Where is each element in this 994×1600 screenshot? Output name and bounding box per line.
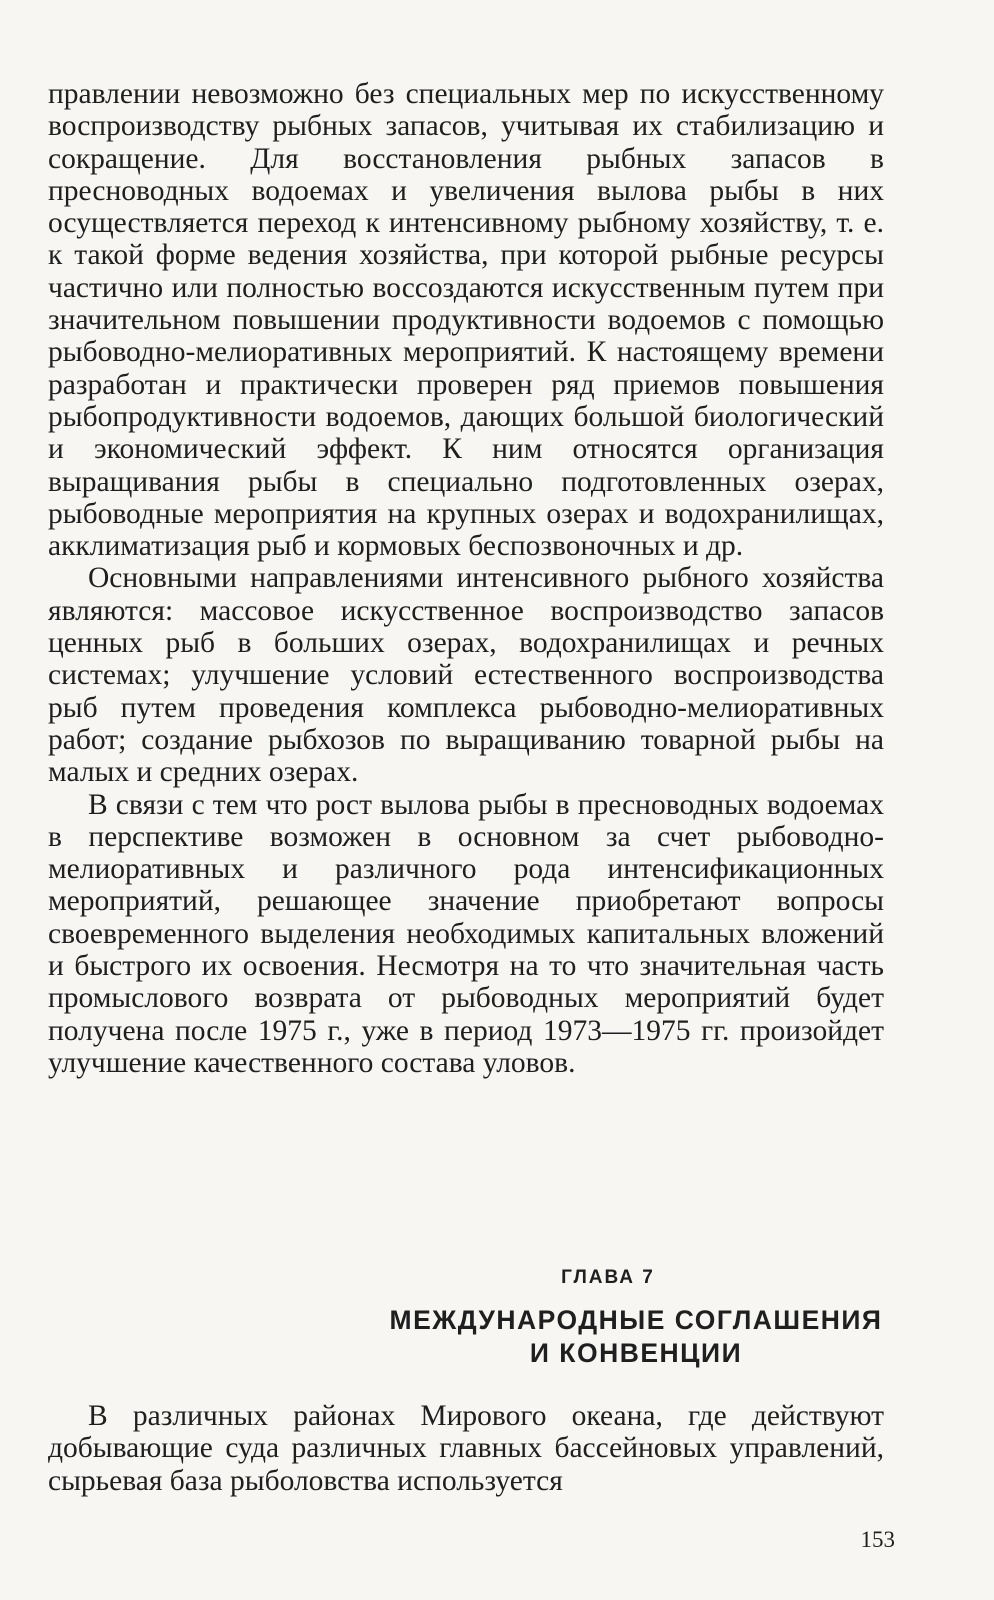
- chapter-body: [48, 1400, 884, 1497]
- chapter-title-line-2: И КОНВЕНЦИИ: [529, 1338, 743, 1368]
- chapter-title-line-1: МЕЖДУНАРОДНЫЕ СОГЛАШЕНИЯ: [389, 1305, 883, 1335]
- paragraph-1: правлении невозможно без специальных мер по искусственному воспроизводству рыбных запасов, учитывая их стабилизацию и сокращение. Для восстановления рыбных запасов в пресноводных водоемах и увеличения вылова рыбы в них осуществляется переход к интенсивному рыбному хозяйству, т. е. к такой форме ведения хозяйства, при которой рыбные ресурсы частично или полностью воссоздаются искусственным путем при значительном повышении продуктивности водоемов с помощью рыбоводно-мелиоративных мероприятий. К настоящему времени разработан и практически проверен ряд приемов повышения рыбопродуктивности водоемов, дающих большой биологический и экономический эффект. К ним относятся организация выращивания рыбы в специально подготовленных озерах, рыбоводные мероприятия на крупных озерах и водохранилищах, акклиматизация рыб и кормовых беспозвоночных и др.: [48, 78, 884, 563]
- page-number: 153: [860, 1527, 895, 1552]
- paragraph-2: Основными направлениями интенсивного рыбного хозяйства являются: массовое искусственное воспроизводство запасов ценных рыб в больших озерах, водохранилищах и речных системах; улучшение условий естественного воспроизводства рыб путем проведения комплекса рыбоводно-мелиоративных работ; создание рыбхозов по выращиванию товарной рыбы на малых и средних озерах.: [48, 562, 884, 789]
- chapter-title: [380, 1304, 892, 1370]
- chapter-first-paragraph: В различных районах Мирового океана, где действуют добывающие суда различных главных бассейновых управлений, сырьевая база рыболовства используется: [48, 1400, 884, 1497]
- chapter-label: ГЛАВА 7: [561, 1267, 655, 1288]
- main-text: [48, 78, 884, 1079]
- paragraph-3: В связи с тем что рост вылова рыбы в пресноводных водоемах в перспективе возможен в основном за счет рыбоводно-мелиоративных и различного рода интенсификационных мероприятий, решающее значение приобретают вопросы своевременного выделения необходимых капитальных вложений и быстрого их освоения. Несмотря на то что значительная часть промыслового возврата от рыбоводных мероприятий будет получена после 1975 г., уже в период 1973—1975 гг. произойдет улучшение качественного состава уловов.: [48, 788, 884, 1079]
